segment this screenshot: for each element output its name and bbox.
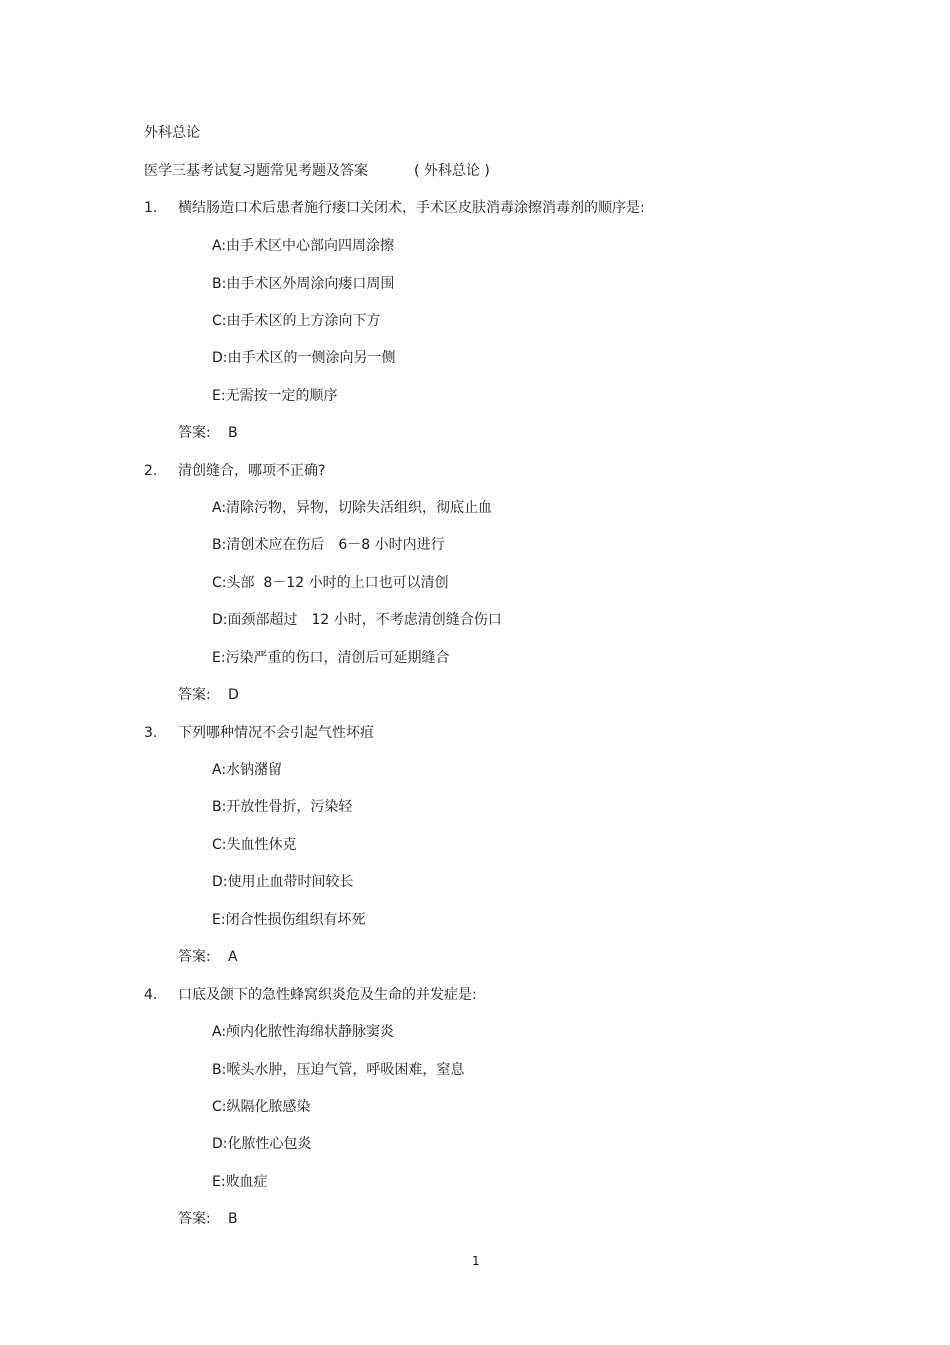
answer-value: B xyxy=(228,425,238,441)
document-subtitle-paren: ( 外科总论 ) xyxy=(414,163,490,179)
option-b: B:喉头水肿，压迫气管，呼吸困难，窒息 xyxy=(212,1062,465,1078)
option-e: E:闭合性损伤组织有坏死 xyxy=(212,912,366,928)
question-number: 3. xyxy=(144,725,158,741)
answer-label: 答案: xyxy=(178,425,211,441)
option-a: A:颅内化脓性海绵状静脉窦炎 xyxy=(212,1024,395,1040)
answer-label: 答案: xyxy=(178,687,211,703)
option-c: C:失血性休克 xyxy=(212,837,297,853)
option-b: B:清创术应在伤后 6－8 小时内进行 xyxy=(212,537,445,553)
option-c: C:由手术区的上方涂向下方 xyxy=(212,313,381,329)
option-e: E:无需按一定的顺序 xyxy=(212,388,338,404)
answer-label: 答案: xyxy=(178,949,211,965)
question-number: 2. xyxy=(144,463,158,479)
option-a: A:水钠潴留 xyxy=(212,762,283,778)
option-d: D:由手术区的一侧涂向另一侧 xyxy=(212,350,396,366)
option-d: D:化脓性心包炎 xyxy=(212,1136,312,1152)
option-e: E:败血症 xyxy=(212,1174,268,1190)
answer-value: A xyxy=(228,949,238,965)
option-c: C:纵隔化脓感染 xyxy=(212,1099,311,1115)
option-a: A:清除污物，异物，切除失活组织，彻底止血 xyxy=(212,500,493,516)
option-b: B:开放性骨折，污染轻 xyxy=(212,799,353,815)
question-text: 口底及颌下的急性蜂窝织炎危及生命的并发症是: xyxy=(178,987,477,1003)
section-title: 外科总论 xyxy=(144,125,200,141)
page-number: 1 xyxy=(472,1254,480,1268)
question-number: 4. xyxy=(144,987,158,1003)
question-number: 1. xyxy=(144,200,158,216)
option-b: B:由手术区外周涂向瘘口周围 xyxy=(212,276,395,292)
document-subtitle: 医学三基考试复习题常见考题及答案 xyxy=(144,163,368,179)
answer-value: B xyxy=(228,1211,238,1227)
question-text: 清创缝合，哪项不正确? xyxy=(178,463,326,479)
answer-value: D xyxy=(228,687,239,703)
option-e: E:污染严重的伤口，清创后可延期缝合 xyxy=(212,650,450,666)
option-d: D:面颈部超过 12 小时，不考虑清创缝合伤口 xyxy=(212,612,502,628)
option-c: C:头部 8－12 小时的上口也可以清创 xyxy=(212,575,449,591)
question-text: 横结肠造口术后患者施行瘘口关闭术，手术区皮肤消毒涂擦消毒剂的顺序是: xyxy=(178,200,645,216)
question-text: 下列哪种情况不会引起气性坏疽 xyxy=(178,725,374,741)
answer-label: 答案: xyxy=(178,1211,211,1227)
option-a: A:由手术区中心部向四周涂擦 xyxy=(212,238,395,254)
option-d: D:使用止血带时间较长 xyxy=(212,874,354,890)
